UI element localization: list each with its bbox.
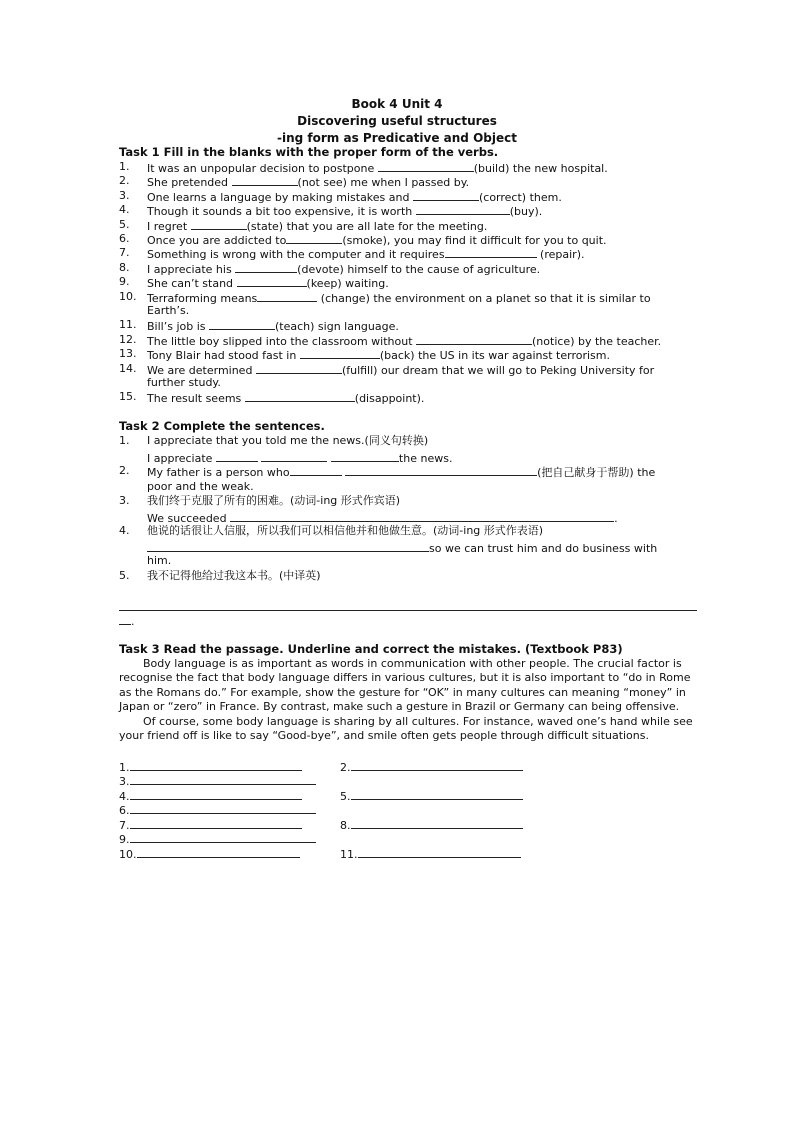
answer-number: 5. (340, 790, 351, 803)
item-text-tail: (state) that you are all late for the meeting. (246, 219, 488, 233)
answer-blank[interactable] (351, 759, 523, 771)
answer-number: 8. (340, 819, 351, 832)
item-text: The little boy slipped into the classroom without (147, 334, 417, 348)
answer-row (119, 773, 316, 789)
section-title: Discovering useful structures (297, 114, 497, 128)
answer-blank[interactable] (137, 846, 300, 858)
answer-row (340, 788, 523, 804)
answer-number: 2. (340, 761, 351, 774)
item-text: We succeeded (147, 512, 231, 525)
item-text-wrap: him. (147, 554, 172, 567)
answer-number: 1. (119, 761, 130, 774)
answer-blank[interactable] (290, 464, 342, 476)
answer-blank[interactable] (351, 788, 523, 800)
task3-passage (119, 657, 693, 743)
item-text-tail: (correct) them. (478, 190, 562, 204)
answer-blank[interactable] (209, 318, 275, 330)
item-text: Once you are addicted to (147, 234, 287, 247)
answer-blank[interactable] (230, 510, 614, 522)
task1-title: Task 1 Fill in the blanks with the proper form of the verbs. (119, 145, 499, 159)
item-number: 3. (119, 188, 130, 202)
answer-blank[interactable] (345, 464, 475, 476)
answer-blank[interactable] (475, 464, 537, 476)
answer-blank[interactable] (416, 203, 510, 215)
item-number: 11. (119, 318, 137, 332)
item-text: I appreciate his (147, 262, 236, 276)
item-number: 1. (119, 160, 130, 173)
passage-line: your friend off is like to say “Good-bye”, and smile often gets people through difficult situations. (119, 729, 649, 743)
book-unit-title: Book 4 Unit 4 (351, 97, 443, 111)
answer-row (340, 846, 521, 862)
topic-title: -ing form as Predicative and Object (277, 131, 517, 145)
item-number: 12. (119, 332, 137, 346)
answer-blank[interactable] (257, 290, 317, 302)
answer-blank[interactable] (413, 189, 479, 201)
answer-row (119, 802, 316, 818)
answer-blank[interactable] (130, 773, 316, 785)
answer-number: 10. (119, 848, 137, 861)
item-text: Terraforming means (147, 291, 258, 305)
answer-number: 9. (119, 833, 130, 846)
answer-blank[interactable] (256, 362, 342, 374)
item-text-tail: the news. (398, 452, 453, 465)
trailing-period: . (131, 615, 135, 628)
answer-line-end (119, 613, 135, 629)
item-text: She can’t stand (147, 277, 237, 291)
item-text: I appreciate (147, 452, 216, 465)
item-text-tail: (disappoint). (354, 392, 425, 406)
answer-row (119, 831, 316, 847)
item-text: I regret (147, 219, 191, 233)
item-number: 8. (119, 260, 130, 274)
task3-title: Task 3 Read the passage. Underline and correct the mistakes. (Textbook P83) (119, 642, 623, 656)
answer-blank[interactable] (235, 261, 297, 273)
item-number: 15. (119, 390, 137, 404)
answer-row (119, 846, 300, 862)
item-text: We are determined (147, 363, 256, 377)
answer-blank[interactable] (119, 613, 131, 625)
item-text-tail: (teach) sign language. (275, 320, 399, 334)
answer-row (340, 817, 523, 833)
item-text: It was an unpopular decision to postpone (147, 162, 378, 175)
item-text-tail: (notice) by the teacher. (532, 334, 662, 348)
item-text-tail: (build) the new hospital. (473, 162, 608, 175)
answer-blank[interactable] (261, 450, 327, 462)
answer-blank[interactable] (286, 232, 342, 244)
item-number: 7. (119, 246, 130, 260)
item-number: 6. (119, 232, 130, 245)
item-text: Tony Blair had stood fast in (147, 349, 300, 363)
answer-blank[interactable] (300, 347, 380, 359)
item-number: 1. (119, 434, 130, 447)
task2-title: Task 2 Complete the sentences. (119, 419, 325, 433)
answer-blank[interactable] (130, 788, 302, 800)
item-number: 9. (119, 275, 130, 289)
answer-blank[interactable] (358, 846, 521, 858)
item-number: 5. (119, 569, 130, 582)
answer-number: 7. (119, 819, 130, 832)
item-number: 14. (119, 361, 137, 375)
item-number: 13. (119, 347, 137, 361)
item-text-tail: (keep) waiting. (306, 277, 389, 291)
item-number: 4. (119, 203, 130, 217)
answer-row (340, 759, 523, 775)
item-text: Bill’s job is (147, 320, 209, 334)
answer-blank[interactable] (378, 160, 474, 172)
answer-blank[interactable] (245, 390, 355, 402)
item-text-tail: (change) the environment on a planet so that it is similar to (317, 291, 651, 305)
answer-blank[interactable] (130, 802, 316, 814)
item-text-tail: (not see) me when I passed by. (297, 176, 470, 190)
passage-line: Body language is as important as words in communication with other people. The crucial factor is (143, 657, 682, 670)
passage-line: recognise the fact that body language differs in various cultures, but it is also important to “do in Rome (119, 671, 691, 685)
item-text-tail: (fulfill) our dream that we will go to Peking University for (341, 363, 655, 377)
item-text-tail: (back) the US in its war against terrorism. (379, 349, 610, 363)
answer-blank[interactable] (130, 831, 316, 843)
item-number: 3. (119, 494, 130, 507)
passage-line: as the Romans do.” For example, show the gesture for “OK” in many cultures can meaning “money” in (119, 685, 686, 699)
answer-blank[interactable] (232, 174, 298, 186)
item-text: She pretended (147, 176, 232, 190)
item-text-tail: (把自己献身于帮助) the (537, 466, 656, 479)
answer-blank[interactable] (216, 450, 258, 462)
item-text: My father is a person who (147, 466, 290, 479)
item-text: Something is wrong with the computer and it requires (147, 248, 445, 262)
item-text-tail: . (614, 512, 618, 525)
item-text: 我们终于克服了所有的困难。(动词-ing 形式作宾语) (147, 494, 401, 507)
item-text-tail: (repair). (536, 248, 585, 262)
item-text-tail: (buy). (509, 205, 543, 219)
answer-blank[interactable] (147, 540, 429, 552)
item-text: I appreciate that you told me the news.(同义句转换) (147, 434, 429, 447)
answer-blank[interactable] (331, 450, 399, 462)
item-text-wrap: Earth’s. (147, 303, 190, 317)
answer-number: 6. (119, 804, 130, 817)
item-text-tail: (smoke), you may find it difficult for you to quit. (342, 234, 607, 247)
item-text-wrap: poor and the weak. (147, 480, 254, 493)
item-text: One learns a language by making mistakes and (147, 190, 413, 204)
item-text: 我不记得他给过我这本书。(中译英) (147, 569, 321, 582)
answer-number: 3. (119, 775, 130, 788)
answer-blank[interactable] (130, 817, 302, 829)
item-text-tail: (devote) himself to the cause of agriculture. (297, 262, 541, 276)
answer-blank[interactable] (237, 275, 307, 287)
item-number: 2. (119, 174, 130, 188)
item-text: Though it sounds a bit too expensive, it is worth (147, 205, 416, 219)
passage-line: Japan or “zero” in France. By contrast, make such a gesture in Brazil or Germany can being offensive. (119, 700, 680, 714)
item-number: 5. (119, 217, 130, 231)
answer-blank[interactable] (191, 218, 247, 230)
item-text: 他说的话很让人信服，所以我们可以相信他并和他做生意。(动词-ing 形式作表语) (147, 524, 544, 537)
answer-number: 11. (340, 848, 358, 861)
item-text: The result seems (147, 392, 245, 406)
item-text-wrap: further study. (147, 375, 221, 389)
answer-blank[interactable] (130, 759, 302, 771)
item-number: 2. (119, 464, 130, 477)
item-text-tail: so we can trust him and do business with (429, 542, 658, 555)
item-number: 4. (119, 524, 130, 537)
item-number: 10. (119, 289, 137, 303)
answer-number: 4. (119, 790, 130, 803)
passage-line: Of course, some body language is sharing by all cultures. For instance, waved one’s hand while see (143, 714, 693, 728)
answer-blank[interactable] (416, 333, 532, 345)
answer-blank[interactable] (351, 817, 523, 829)
answer-line[interactable] (119, 610, 697, 611)
answer-blank[interactable] (445, 246, 537, 258)
